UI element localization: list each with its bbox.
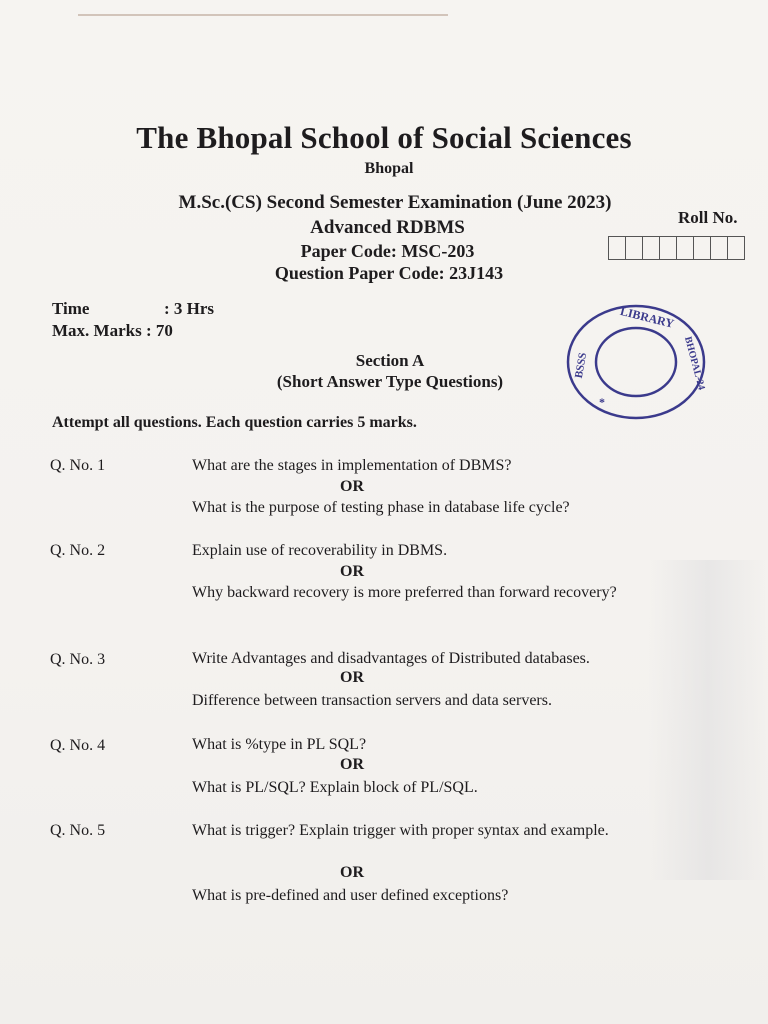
roll-number-box <box>642 236 660 260</box>
or-label: OR <box>340 478 364 495</box>
question-text: What is trigger? Explain trigger with proper syntax and example. <box>192 822 609 839</box>
time-row <box>52 299 214 319</box>
or-label: OR <box>340 669 364 686</box>
question-number: Q. No. 3 <box>50 651 106 668</box>
or-label: OR <box>340 756 364 773</box>
marks-label: Max. Marks <box>52 321 142 340</box>
marks-row <box>52 321 173 341</box>
question-number: Q. No. 2 <box>50 542 106 559</box>
roll-number-box <box>608 236 626 260</box>
question-paper-code: Question Paper Code: 23J143 <box>274 263 504 283</box>
roll-number-box <box>693 236 711 260</box>
question-number: Q. No. 5 <box>50 822 106 839</box>
question-number: Q. No. 4 <box>50 737 106 754</box>
roll-number-box <box>676 236 694 260</box>
top-edge-line <box>78 14 448 16</box>
section-subtitle: (Short Answer Type Questions) <box>276 372 504 391</box>
question-alt-text: Why backward recovery is more preferred than forward recovery? <box>192 584 617 601</box>
marks-value: : 70 <box>145 321 173 340</box>
question-alt-text: Difference between transaction servers and data servers. <box>192 692 552 709</box>
roll-number-box <box>710 236 728 260</box>
exam-title: M.Sc.(CS) Second Semester Examination (June 2023) <box>178 192 612 213</box>
section-instruction: Attempt all questions. Each question carries 5 marks. <box>52 414 417 431</box>
stamp-right-text: BHOPAL-24 <box>682 335 707 392</box>
or-label: OR <box>340 864 364 881</box>
or-label: OR <box>340 563 364 580</box>
question-text: Explain use of recoverability in DBMS. <box>192 542 448 559</box>
question-text: What is %type in PL SQL? <box>192 736 367 753</box>
question-text: What are the stages in implementation of DBMS? <box>192 457 512 474</box>
question-alt-text: What is the purpose of testing phase in database life cycle? <box>192 499 570 516</box>
paper-code: Paper Code: MSC-203 <box>300 241 475 261</box>
subject-title: Advanced RDBMS <box>310 217 465 238</box>
question-text: Write Advantages and disadvantages of Distributed databases. <box>192 650 590 667</box>
question-alt-text: What is pre-defined and user defined exceptions? <box>192 887 509 904</box>
school-city: Bhopal <box>364 160 414 177</box>
roll-number-label: Roll No. <box>678 208 738 227</box>
time-label: Time <box>52 299 90 318</box>
roll-number-box <box>659 236 677 260</box>
question-alt-text: What is PL/SQL? Explain block of PL/SQL. <box>192 779 478 796</box>
roll-number-box <box>625 236 643 260</box>
stamp-left-text: BSSS <box>572 351 590 380</box>
time-value: : 3 Hrs <box>164 299 215 318</box>
roll-number-box <box>727 236 745 260</box>
paper-shadow <box>648 560 768 880</box>
stamp-star: * <box>599 395 605 409</box>
section-title: Section A <box>355 351 425 370</box>
stamp-top-text: LIBRARY <box>618 303 676 331</box>
roll-number-boxes <box>608 236 744 260</box>
school-name: The Bhopal School of Social Sciences <box>136 120 632 155</box>
question-number: Q. No. 1 <box>50 457 106 474</box>
